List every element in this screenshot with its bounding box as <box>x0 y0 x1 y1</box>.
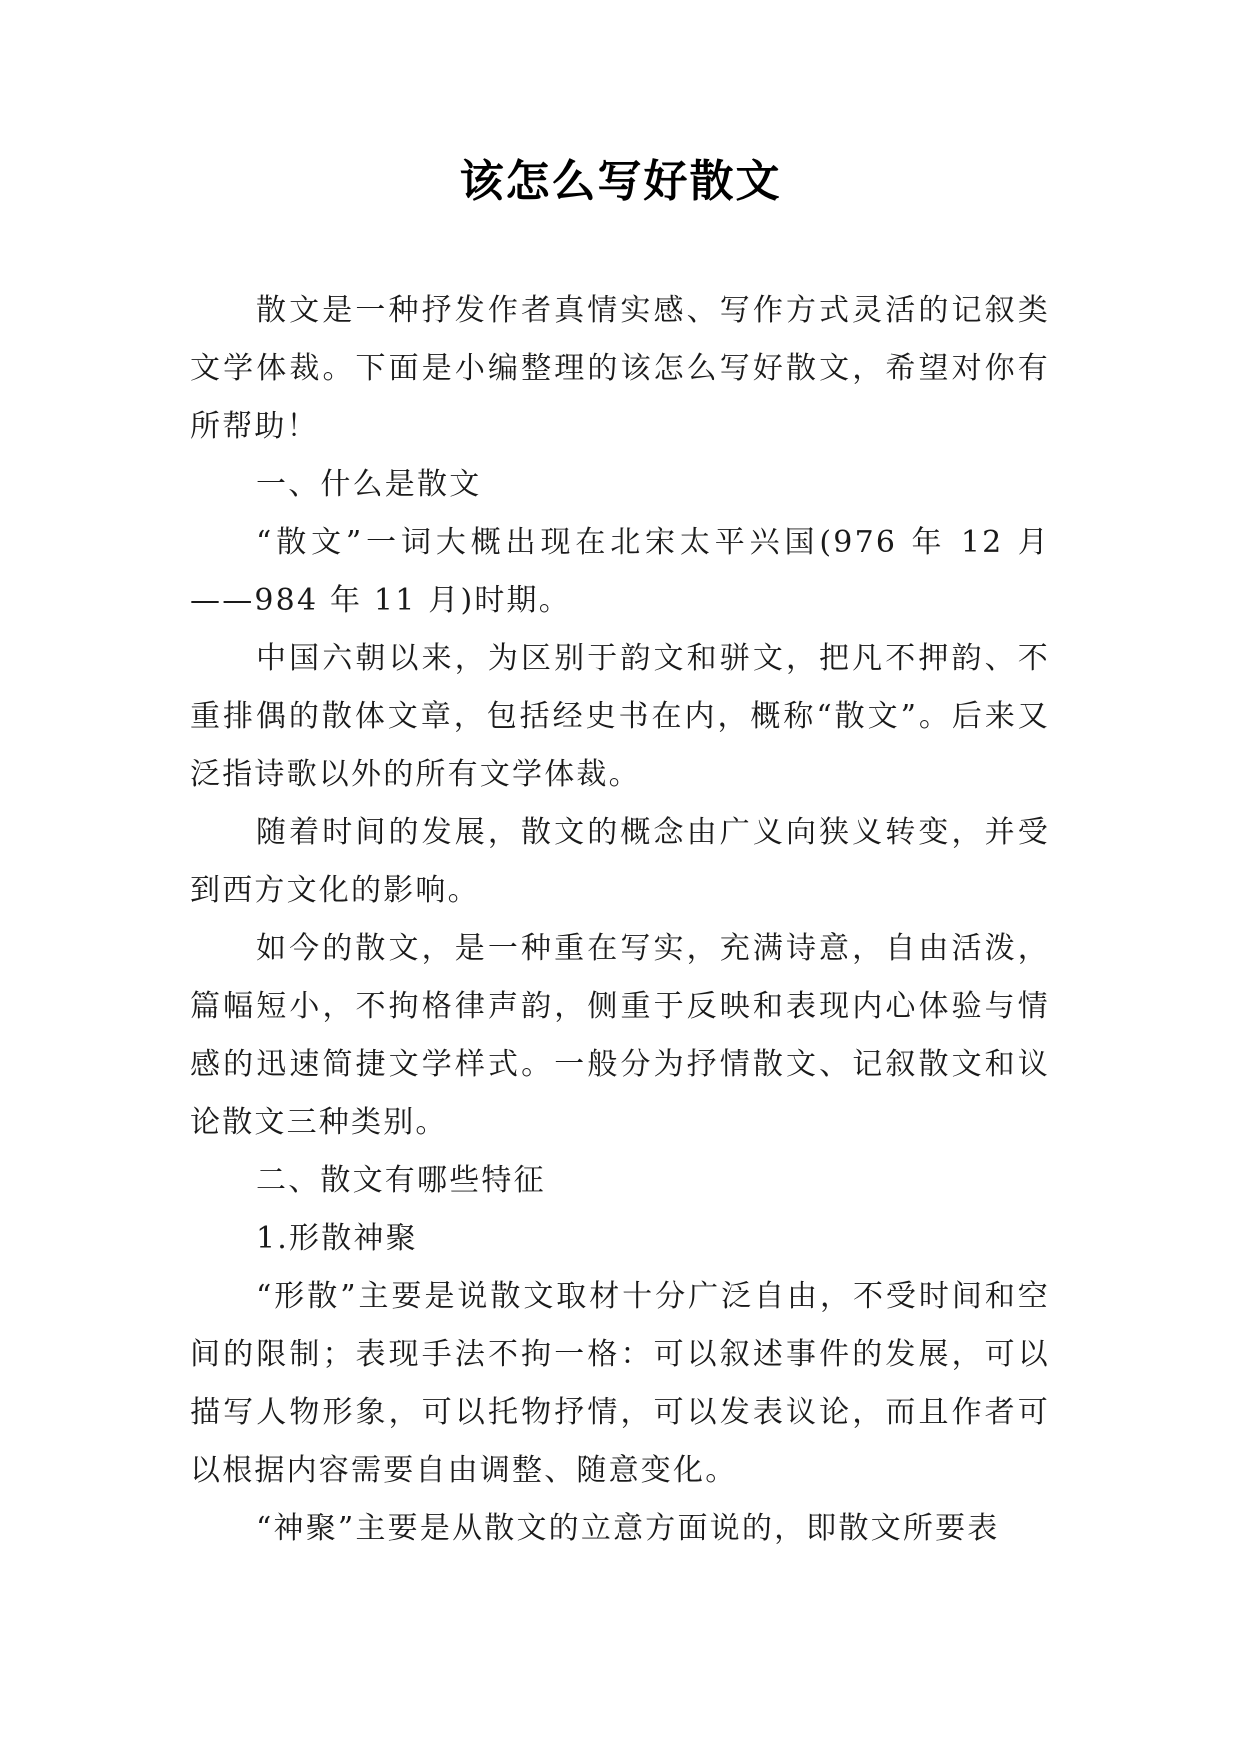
paragraph-development: 随着时间的发展，散文的概念由广义向狭义转变，并受到西方文化的影响。 <box>190 815 1050 908</box>
paragraph-intro: 散文是一种抒发作者真情实感、写作方式灵活的记叙类文学体裁。下面是小编整理的该怎么写好散文，希望对你有所帮助！ <box>190 293 1050 444</box>
section-heading-what-is-prose: 一、什么是散文 <box>256 467 482 502</box>
paragraph-origin: “散文”一词大概出现在北宋太平兴国(976 年 12 月——984 年 11 月)时期。 <box>190 525 1050 618</box>
paragraph-modern-prose: 如今的散文，是一种重在写实，充满诗意，自由活泼，篇幅短小，不拘格律声韵，侧重于反映和表现内心体验与情感的迅速简捷文学样式。一般分为抒情散文、记叙散文和议论散文三种类别。 <box>190 931 1050 1140</box>
section-heading-features: 二、散文有哪些特征 <box>256 1163 546 1198</box>
subheading-form-scattered: 1.形散神聚 <box>256 1221 418 1256</box>
document-body <box>190 282 1050 1558</box>
document-title: 该怎么写好散文 <box>459 156 782 207</box>
paragraph-spirit-gathered: “神聚”主要是从散文的立意方面说的，即散文所要表 <box>256 1511 1000 1546</box>
paragraph-six-dynasties: 中国六朝以来，为区别于韵文和骈文，把凡不押韵、不重排偶的散体文章，包括经史书在内，概称“散文”。后来又泛指诗歌以外的所有文学体裁。 <box>190 641 1050 792</box>
paragraph-form-scattered: “形散”主要是说散文取材十分广泛自由，不受时间和空间的限制；表现手法不拘一格：可以叙述事件的发展，可以描写人物形象，可以托物抒情，可以发表议论，而且作者可以根据内容需要自由调整、随意变化。 <box>190 1279 1050 1488</box>
